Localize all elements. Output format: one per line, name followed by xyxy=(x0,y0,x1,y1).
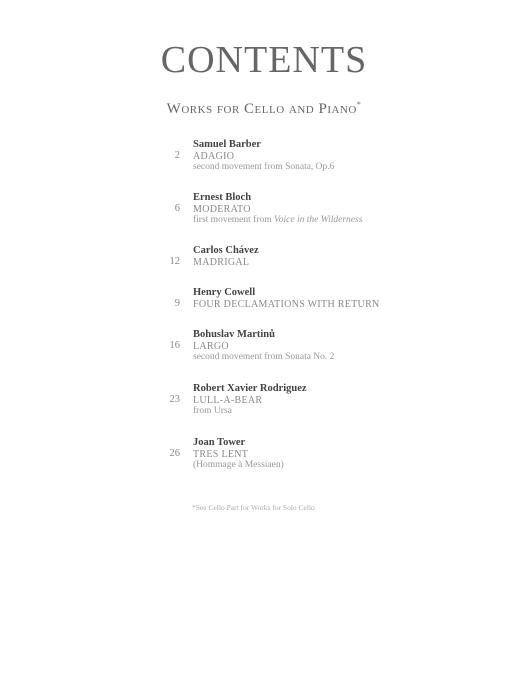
page-number: 26 xyxy=(169,448,180,459)
composer-name: Samuel Barber xyxy=(193,139,261,150)
footnote-marker: * xyxy=(356,100,362,109)
page-number: 12 xyxy=(169,256,180,267)
composer-name: Robert Xavier Rodriguez xyxy=(193,383,307,394)
description-prefix: first movement from xyxy=(193,215,274,225)
work-description: (Hommage à Messiaen) xyxy=(193,460,284,470)
composer-name: Joan Tower xyxy=(193,437,246,448)
page-number: 23 xyxy=(169,394,180,405)
composer-name: Carlos Chávez xyxy=(193,245,259,256)
page-number: 2 xyxy=(174,150,180,161)
page-number: 9 xyxy=(174,298,180,309)
composer-name: Bohuslav Martinů xyxy=(193,329,275,340)
description-italic: Voice in the Wilderness xyxy=(274,215,363,225)
work-description: from Ursa xyxy=(193,406,232,416)
page-number: 6 xyxy=(174,203,180,214)
composer-name: Henry Cowell xyxy=(193,287,256,298)
section-title xyxy=(0,100,512,118)
section-title-text: Works for Cello and Piano xyxy=(166,101,357,117)
work-title: LULL-A-BEAR xyxy=(193,395,263,406)
composer-name: Ernest Bloch xyxy=(193,192,252,203)
work-title: ADAGIO xyxy=(193,151,235,162)
work-description: second movement from Sonata No. 2 xyxy=(193,352,335,362)
work-title: MODERATO xyxy=(193,204,251,215)
page-title: CONTENTS xyxy=(160,39,368,81)
footnote: *See Cello Part for Works for Solo Cello xyxy=(192,503,315,512)
work-title: MADRIGAL xyxy=(193,257,250,268)
work-title: FOUR DECLAMATIONS WITH RETURN xyxy=(193,299,380,310)
work-title: TRES LENT xyxy=(193,449,249,460)
page-number: 16 xyxy=(169,340,180,351)
work-description: second movement from Sonata, Op.6 xyxy=(193,162,335,172)
work-title: LARGO xyxy=(193,341,229,352)
work-description xyxy=(193,215,493,226)
